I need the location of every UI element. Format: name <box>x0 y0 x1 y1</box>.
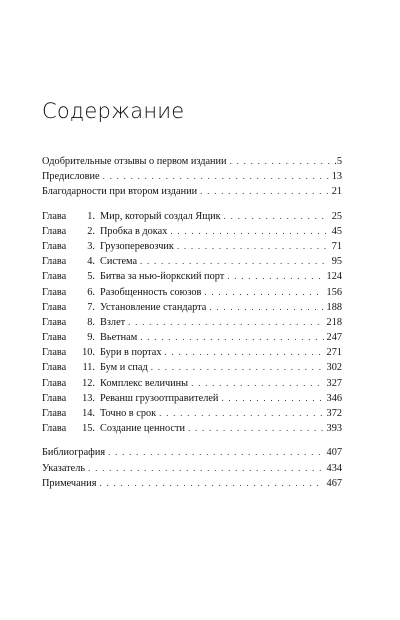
chapter-prefix: Глава <box>42 362 67 374</box>
dot-leader <box>88 461 323 476</box>
toc-entry-chapter <box>42 224 342 239</box>
chapter-number: 3. <box>87 240 95 252</box>
toc-entry-title: Грузоперевозчик <box>100 240 174 252</box>
chapter-prefix: Глава <box>42 271 67 283</box>
chapter-prefix: Глава <box>42 392 67 404</box>
toc-entry-chapter <box>42 360 342 375</box>
toc-entry-chapter <box>42 239 342 254</box>
toc-entry-chapter <box>42 421 342 436</box>
dot-leader <box>140 330 323 345</box>
chapter-number: 6. <box>87 286 95 298</box>
toc-entry-chapter <box>42 254 342 269</box>
chapter-prefix: Глава <box>42 256 67 268</box>
chapter-number: 9. <box>87 332 95 344</box>
dot-leader <box>159 406 323 421</box>
chapter-number: 1. <box>87 210 95 222</box>
toc-entry-page: 218 <box>326 316 342 328</box>
chapter-prefix: Глава <box>42 377 67 389</box>
toc-entry-page: 156 <box>326 286 342 298</box>
toc-entry-page: 434 <box>326 462 342 474</box>
chapter-prefix: Глава <box>42 240 67 252</box>
toc-entry-chapter <box>42 345 342 360</box>
chapter-prefix: Глава <box>42 408 67 419</box>
chapter-prefix: Глава <box>42 423 67 435</box>
dot-leader <box>170 224 328 239</box>
toc-entry-title: Примечания <box>42 477 97 489</box>
toc-entry-title: Благодарности при втором издании <box>42 186 198 198</box>
toc-entry-page: 302 <box>326 362 342 374</box>
dot-leader <box>221 391 323 406</box>
dot-leader <box>177 239 329 254</box>
toc-entry-page: 372 <box>326 408 342 419</box>
page-title: Содержание <box>42 99 185 123</box>
chapter-number: 5. <box>87 271 95 283</box>
toc-entry-title: Создание ценности <box>100 423 185 435</box>
chapter-number: 10. <box>82 347 95 359</box>
toc-entry-page: 95 <box>331 256 342 268</box>
dot-leader <box>188 421 324 436</box>
dot-leader <box>191 376 323 391</box>
chapter-number: 2. <box>87 225 95 237</box>
toc-entry-page: 71 <box>331 240 342 252</box>
chapter-number: 13. <box>82 392 95 404</box>
chapter-number: 11. <box>82 362 95 374</box>
toc-entry-title: Указатель <box>42 462 86 474</box>
toc-entry-chapter <box>42 376 342 391</box>
chapter-prefix: Глава <box>42 286 67 298</box>
toc-entry-title: Пробка в доках <box>100 225 168 237</box>
toc-entry-title: Установление стандарта <box>100 301 207 313</box>
toc-entry-title: Разобщенность союзов <box>100 286 202 298</box>
chapter-prefix: Глава <box>42 316 67 328</box>
toc-entry-chapter <box>42 406 342 421</box>
chapter-prefix: Глава <box>42 225 67 237</box>
toc-entry-title: Реванш грузоотправителей <box>100 392 219 404</box>
toc-entry-chapter <box>42 391 342 406</box>
toc-entry <box>42 169 342 184</box>
dot-leader <box>103 169 329 184</box>
toc-entry-page: 393 <box>326 423 342 435</box>
toc-entry-page: 25 <box>331 210 342 222</box>
toc-entry-title: Бум и спад <box>100 362 148 374</box>
toc-entry <box>42 476 342 491</box>
dot-leader <box>151 360 324 375</box>
toc-entry-page: 407 <box>326 447 342 459</box>
toc-entry-title: Комплекс величины <box>100 377 189 389</box>
chapter-prefix: Глава <box>42 332 67 344</box>
toc-entry-page: 188 <box>326 301 342 313</box>
toc-entry-title: Мир, который создал Ящик <box>100 210 221 222</box>
toc-entry-page: 346 <box>326 392 342 404</box>
toc-entry-title: Вьетнам <box>100 332 138 344</box>
dot-leader <box>99 476 323 491</box>
toc-entry-page: 247 <box>326 332 342 344</box>
dot-leader <box>209 300 323 315</box>
dot-leader <box>108 445 323 460</box>
toc-entry-chapter <box>42 300 342 315</box>
chapter-list <box>42 209 342 437</box>
toc-entry-title: Предисловие <box>42 171 100 183</box>
toc-entry <box>42 184 342 199</box>
toc-entry <box>42 461 342 476</box>
dot-leader <box>224 209 329 224</box>
chapter-number: 14. <box>82 408 95 419</box>
chapter-number: 4. <box>87 256 95 268</box>
toc-entry-page: 327 <box>326 377 342 389</box>
toc-entry-title: Система <box>100 256 138 268</box>
toc-entry-title: Взлет <box>100 316 126 328</box>
toc-entry <box>42 445 342 460</box>
toc-entry-page: 45 <box>331 225 342 237</box>
toc-entry-title: Битва за нью-йоркский порт <box>100 271 225 283</box>
toc-entry-chapter <box>42 330 342 345</box>
toc-entry-page: 124 <box>326 271 342 283</box>
toc-entry-page: 467 <box>326 477 342 489</box>
toc-entry <box>42 154 342 169</box>
dot-leader <box>200 184 329 199</box>
dot-leader <box>227 269 323 284</box>
toc-entry-page: 271 <box>326 347 342 359</box>
toc-entry-page: .5 <box>334 156 342 167</box>
chapter-number: 7. <box>87 301 95 313</box>
dot-leader <box>128 315 323 330</box>
dot-leader <box>230 154 332 169</box>
dot-leader <box>204 285 323 300</box>
toc-entry-page: 13 <box>331 171 342 183</box>
dot-leader <box>140 254 329 269</box>
chapter-prefix: Глава <box>42 210 67 222</box>
chapter-prefix: Глава <box>42 347 67 359</box>
chapter-number: 8. <box>87 316 95 328</box>
toc-entry-title: Бури в портах <box>100 347 162 359</box>
toc-entry-page: 21 <box>331 186 342 198</box>
table-of-contents <box>42 154 342 491</box>
toc-entry-chapter <box>42 269 342 284</box>
toc-entry-chapter <box>42 315 342 330</box>
chapter-number: 12. <box>82 377 95 389</box>
chapter-number: 15. <box>82 423 95 435</box>
toc-entry-chapter <box>42 285 342 300</box>
dot-leader <box>165 345 324 360</box>
toc-entry-title: Одобрительные отзывы о первом издании <box>42 156 227 167</box>
toc-entry-chapter <box>42 209 342 224</box>
chapter-prefix: Глава <box>42 301 67 313</box>
toc-entry-title: Точно в срок <box>100 408 157 419</box>
toc-entry-title: Библиография <box>42 447 106 459</box>
